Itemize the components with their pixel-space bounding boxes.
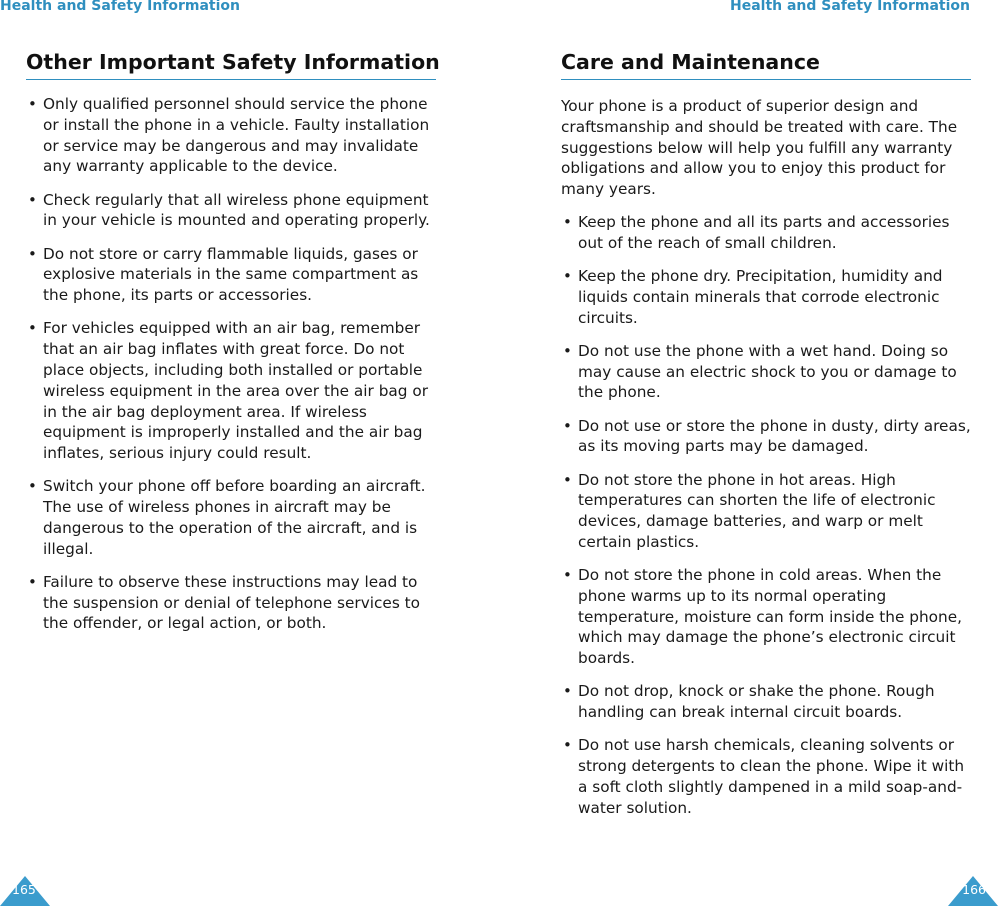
list-item-text: Do not store or carry flammable liquids, gases or explosive materials in the same compartment as the phone, its parts or accessories.: [43, 244, 419, 305]
bullet-icon: •: [563, 736, 572, 755]
list-item-text: Do not use harsh chemicals, cleaning solvents or strong detergents to clean the phone. Wipe it with a soft cloth slightly dampened in a mild soap-and-water solution.: [578, 736, 965, 817]
bullet-icon: •: [28, 477, 37, 496]
list-item: [561, 212, 971, 254]
list-item-text: Do not use the phone with a wet hand. Doing so may cause an electric shock to you or damage to the phone.: [578, 341, 957, 402]
care-bullet-list: [561, 212, 971, 819]
list-item: [26, 572, 436, 634]
list-item-text: Switch your phone off before boarding an aircraft. The use of wireless phones in aircraft may be dangerous to the operation of the aircraft, and is illegal.: [43, 477, 426, 558]
page-number-right: 166: [962, 882, 986, 897]
bullet-icon: •: [563, 682, 572, 701]
bullet-icon: •: [563, 341, 572, 360]
list-item-text: Keep the phone and all its parts and accessories out of the reach of small children.: [578, 212, 950, 252]
list-item: [26, 94, 436, 177]
list-item: [561, 470, 971, 553]
list-item-text: Do not store the phone in cold areas. When the phone warms up to its normal operating temperature, moisture can form inside the phone, which may damage the phone’s electronic circuit boards.: [578, 566, 962, 668]
running-header-left: Health and Safety Information: [0, 0, 241, 14]
bullet-icon: •: [563, 212, 572, 231]
bullet-icon: •: [28, 190, 37, 209]
list-item-text: Do not use or store the phone in dusty, dirty areas, as its moving parts may be damaged.: [578, 416, 971, 456]
bullet-icon: •: [28, 572, 37, 591]
list-item-text: For vehicles equipped with an air bag, remember that an air bag inflates with great force. Do not place objects, including both installed or portable wireless equipment in the area over the air bag or in the air bag deployment area. If wireless equipment is improperly installed and the air bag inflates, serious injury could result.: [43, 319, 428, 463]
bullet-icon: •: [28, 244, 37, 263]
bullet-icon: •: [28, 95, 37, 113]
running-header-right: Health and Safety Information: [729, 0, 970, 14]
list-item-text: Only qualified personnel should service the phone or install the phone in a vehicle. Faulty installation or service may be dangerous and may invalidate any warranty applicable to the device.: [43, 95, 430, 176]
bullet-icon: •: [563, 416, 572, 435]
list-item: [26, 476, 436, 559]
list-item-text: Keep the phone dry. Precipitation, humidity and liquids contain minerals that corrode electronic circuits.: [578, 266, 943, 327]
list-item-text: Failure to observe these instructions may lead to the suspension or denial of telephone services to the offender, or legal action, or both.: [43, 572, 421, 633]
left-page-content: [26, 50, 440, 647]
list-item: [26, 190, 436, 232]
bullet-icon: •: [563, 470, 572, 489]
list-item: [26, 318, 436, 464]
section-title-care: Care and Maintenance: [561, 50, 971, 80]
list-item: [561, 341, 971, 403]
list-item-text: Do not store the phone in hot areas. High temperatures can shorten the life of electronic devices, damage batteries, and warp or melt certain plastics.: [578, 470, 936, 551]
bullet-icon: •: [563, 266, 572, 285]
list-item: [561, 266, 971, 328]
bullet-icon: •: [563, 566, 572, 585]
list-item: [561, 565, 971, 669]
safety-bullet-list: [26, 94, 436, 634]
list-item: [561, 681, 971, 723]
page-number-tab-right: [948, 876, 998, 906]
page-number-left: 165: [12, 882, 36, 897]
list-item: [561, 735, 971, 818]
intro-paragraph: Your phone is a product of superior design and craftsmanship and should be treated with care. The suggestions below will help you fulfill any warranty obligations and allow you to enjoy this product for many years.: [561, 97, 958, 199]
section-title-safety: Other Important Safety Information: [26, 50, 436, 80]
page-number-tab-left: [0, 876, 50, 906]
list-item-text: Do not drop, knock or shake the phone. Rough handling can break internal circuit boards.: [578, 682, 935, 722]
right-page-content: [561, 50, 971, 831]
list-item: [561, 416, 971, 458]
list-item-text: Check regularly that all wireless phone equipment in your vehicle is mounted and operating properly.: [43, 190, 430, 230]
bullet-icon: •: [28, 319, 37, 338]
list-item: [26, 244, 436, 306]
